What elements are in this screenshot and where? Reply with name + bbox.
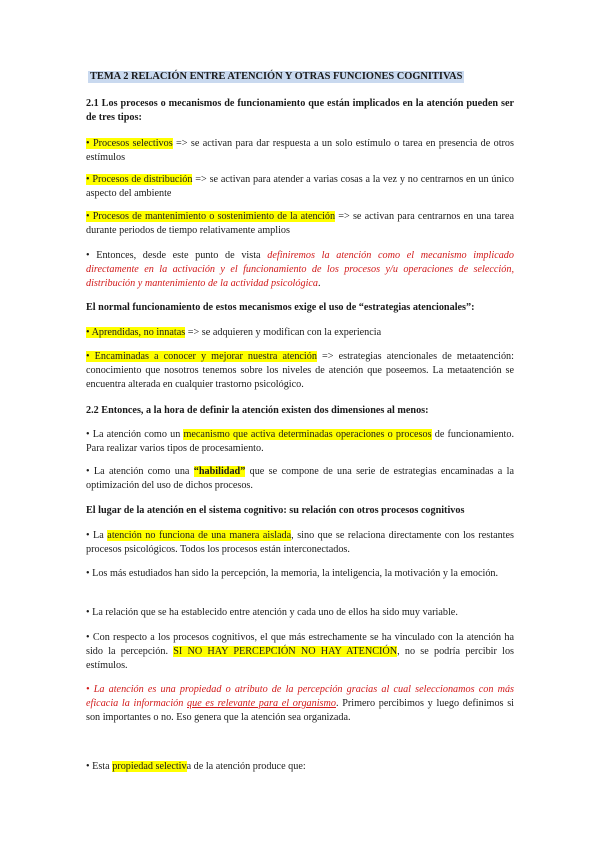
paragraph-text: . Primero percibimos y luego definimos si son importantes o no. Eso genera que la atención sea organizada. <box>86 698 514 723</box>
paragraph-percepcion <box>86 631 514 673</box>
section-2-2-heading: 2.2 Entonces, a la hora de definir la atención existen dos dimensiones al menos: <box>86 405 429 416</box>
highlight-procesos-distribucion: Procesos de distribución <box>92 174 193 185</box>
paragraph-text: => se activan para centrarnos en una tarea durante periodos de tiempo relativamente amplios <box>86 211 514 236</box>
paragraph-text: • Con respecto a los procesos cognitivos, el que más estrechamente se ha vinculado con la atención ha sido la percepción. <box>86 632 514 657</box>
paragraph-no-aislada <box>86 529 514 557</box>
paragraph-text: a de la atención produce que: <box>186 761 306 772</box>
strategies-heading: El normal funcionamiento de estos mecanismos exige el uso de “estrategias atencionales”: <box>86 302 475 313</box>
highlight-propiedad-selectiva: propiedad selectiv <box>112 761 187 772</box>
paragraph-definicion-atencion <box>86 249 514 291</box>
bullet: • <box>86 138 93 149</box>
highlight-procesos-mantenimiento: Procesos de mantenimiento o sostenimiento de la atención <box>92 211 336 222</box>
red-text: • La atención es una propiedad o atributo de la percepción gracias al cual seleccionamos con más eficacia la información <box>86 684 514 709</box>
paragraph-propiedad-selectiva <box>86 760 514 774</box>
highlight-encaminadas: Encaminadas a conocer y mejorar nuestra atención <box>94 351 317 362</box>
paragraph-mas-estudiados: • Los más estudiados han sido la percepción, la memoria, la inteligencia, la motivación y la emoción. <box>86 568 499 579</box>
paragraph-propiedad-percepcion <box>86 683 514 725</box>
paragraph-text: => estrategias atencionales de metaatención: conocimiento que nosotros tenemos sobre los niveles de atención que poseemos. La metaatención se encuentra alterada en cualquier trastorno psicológico. <box>86 351 514 390</box>
paragraph-habilidad <box>86 465 514 493</box>
document-title: TEMA 2 RELACIÓN ENTRE ATENCIÓN Y OTRAS FUNCIONES COGNITIVAS <box>90 71 463 82</box>
paragraph-text: , no se podría percibir los estímulos. <box>86 646 514 671</box>
highlight-no-aislada: atención no funciona de una manera aislada <box>107 530 292 541</box>
highlight-mecanismo: mecanismo que activa determinadas operaciones o procesos <box>183 429 432 440</box>
section-2-1-heading: 2.1 Los procesos o mecanismos de funcionamiento que están implicados en la atención pueden ser de tres tipos: <box>86 98 514 123</box>
bullet: • <box>86 174 93 185</box>
paragraph-text: • Esta <box>86 761 113 772</box>
highlight-percepcion-atencion: SI NO HAY PERCEPCIÓN NO HAY ATENCIÓN <box>173 646 398 657</box>
paragraph-text: • La atención como una <box>86 466 194 477</box>
paragraph-text: • La atención como un <box>86 429 184 440</box>
highlight-aprendidas: Aprendidas, no innatas <box>91 327 186 338</box>
bullet: • <box>86 327 92 338</box>
paragraph-text: • La <box>86 530 108 541</box>
paragraph-text: , sino que se relaciona directamente con los restantes procesos psicológicos. Todos los procesos están interconectados. <box>86 530 514 555</box>
paragraph-procesos-selectivos <box>86 137 514 165</box>
paragraph-text: . <box>318 278 321 289</box>
paragraph-text: de funcionamiento. Para realizar varios tipos de procesamiento. <box>86 429 515 454</box>
highlight-procesos-selectivos: Procesos selectivos <box>92 138 173 149</box>
paragraph-text: => se activan para dar respuesta a un solo estímulo o tarea en presencia de otros estímulos <box>86 138 514 163</box>
paragraph-relacion-variable: • La relación que se ha establecido entre atención y cada uno de ellos ha sido muy variable. <box>86 607 458 618</box>
paragraph-procesos-distribucion <box>86 173 514 201</box>
paragraph-text: que se compone de una serie de estrategias encaminadas a la optimización del uso de dichos procesos. <box>86 466 514 491</box>
paragraph-aprendidas <box>86 326 514 340</box>
red-definition-text: definiremos la atención como el mecanismo implicado directamente en la activación y el funcionamiento de los procesos y/u operaciones de selección, distribución y mantenimiento de la actividad psicológica <box>86 250 514 289</box>
paragraph-text: => se adquieren y modifican con la experiencia <box>185 327 382 338</box>
paragraph-text: • Entonces, desde este punto de vista <box>86 250 268 261</box>
paragraph-procesos-mantenimiento <box>86 210 514 238</box>
bullet: • <box>86 351 95 362</box>
bullet: • <box>86 211 93 222</box>
paragraph-text: => se activan para atender a varias cosas a la vez y no centrarnos en un único aspecto del ambiente <box>86 174 514 199</box>
paragraph-metaatencion <box>86 350 514 392</box>
highlight-habilidad: “habilidad” <box>193 466 246 477</box>
cognitive-system-heading: El lugar de la atención en el sistema cognitivo: su relación con otros procesos cognitivos <box>86 505 465 516</box>
red-underlined-text: que es relevante para el organismo <box>187 698 336 709</box>
paragraph-mecanismo <box>86 428 514 456</box>
